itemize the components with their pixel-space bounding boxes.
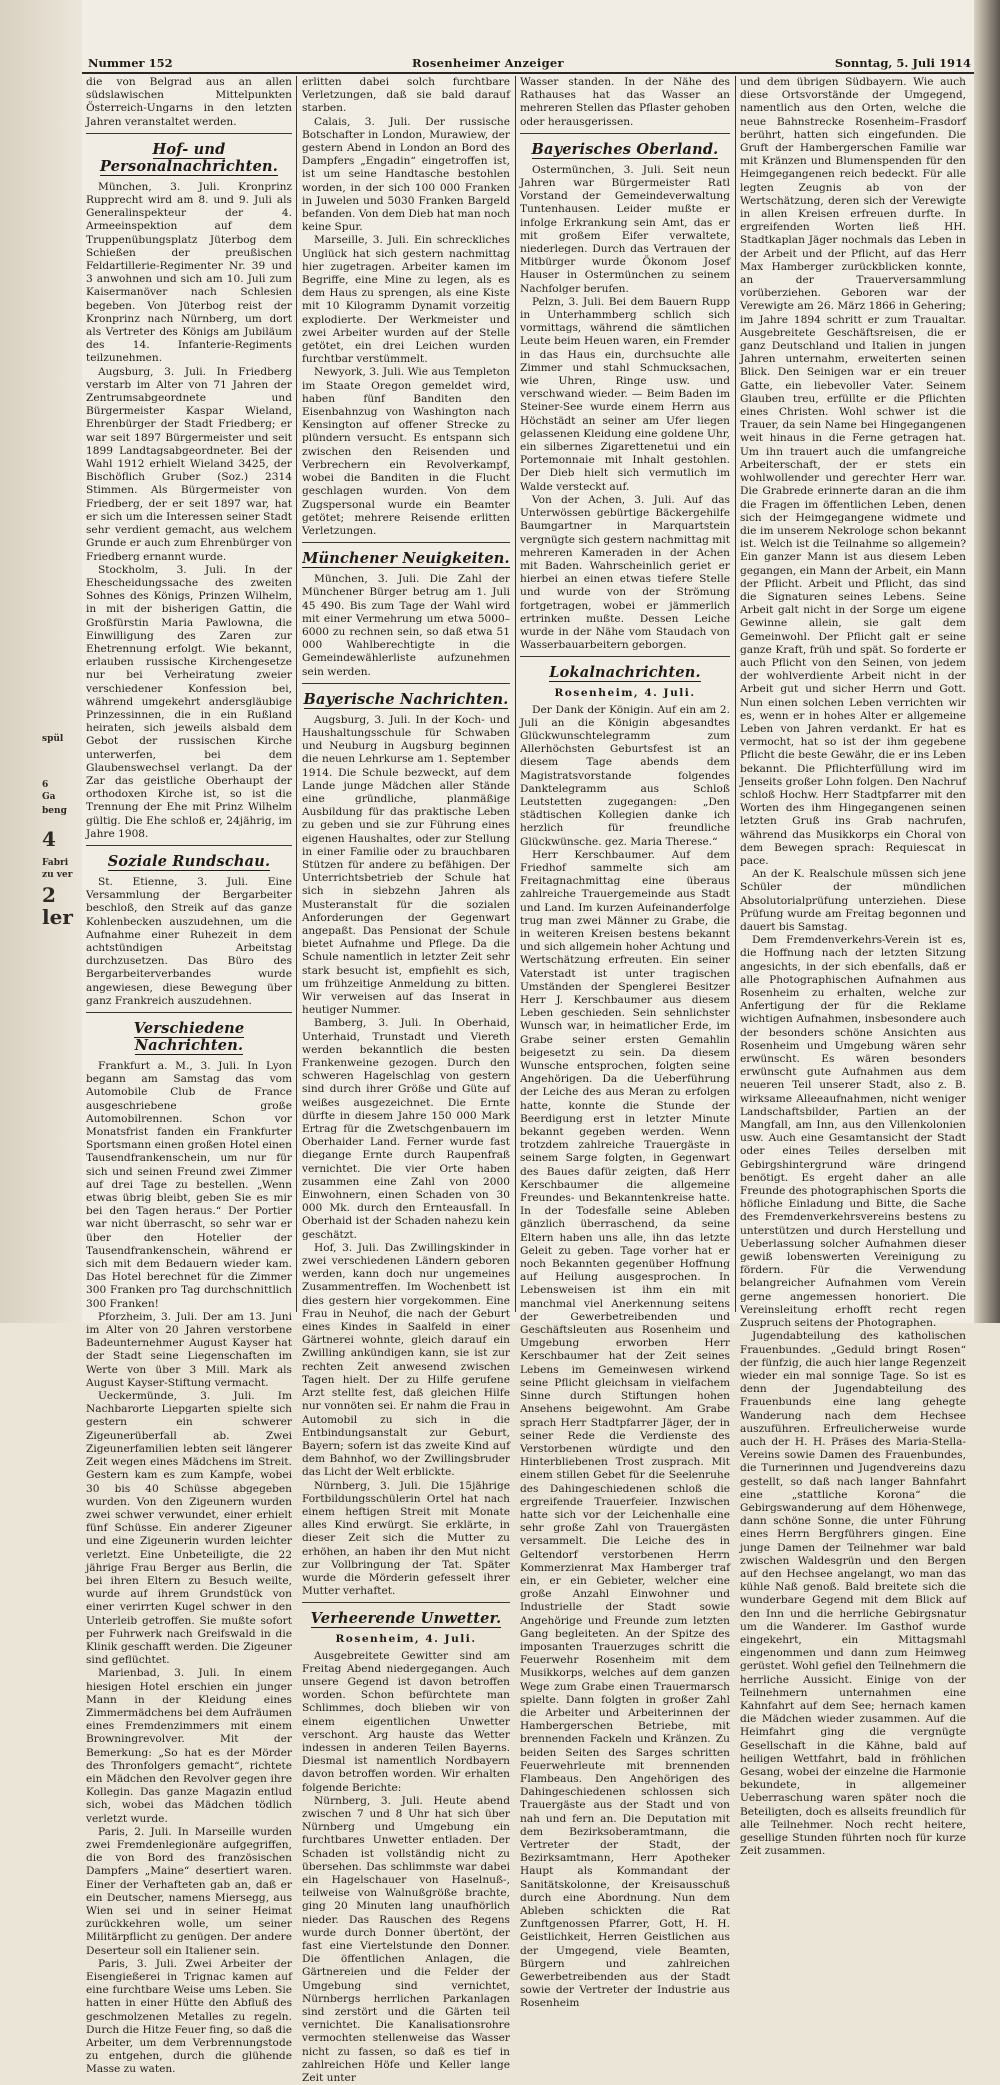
article-text: Augsburg, 3. Juli. In Friedberg verstarb im Alter von 71 Jahren der Zentrumsabgeordnete und Bürgermeister Kaspar Wieland, Ehrenbürger der Stadt Friedberg; er war seit 1897 Bürgermeister und seit 1899 Landtagsabgeordneter. Bei der Wahl 1912 erhielt Wieland 3425, der Bischöflich Gruber (Soz.) 2314 Stimmen. Als Bürgermeister von Friedberg, der er seit 1897 war, hat er sich um die Interessen seiner Stadt sehr verdient gemacht, aus welchem Grunde er auch zum Ehrenbürger von Friedberg ernannt wurde. xyxy=(86,365,292,563)
margin-scrap: 6 xyxy=(42,780,49,790)
column-divider xyxy=(515,76,516,1312)
margin-scrap: zu ver xyxy=(42,870,73,880)
section-heading-text: Soziale Rundschau. xyxy=(107,852,271,870)
column-1 xyxy=(86,76,292,2076)
article-text: Ueckermünde, 3. Juli. Im Nachbarorte Liepgarten spielte sich gestern ein schwerer Zigeunerüberfall ab. Zwei Zigeunerfamilien lebten seit längerer Zeit wegen eines Mädchens im Streit. Gestern kam es zum Kampfe, wobei 30 bis 40 Schüsse abgegeben wurden. Von den Zigeunern wurden zwei schwer verwundet, einer erhielt fünf Schüsse. Ein anderer Zigeuner und eine Zigeunerin wurden leichter verletzt. Eine Unbeteiligte, die 22 jährige Frau Berger aus Berlin, die bei ihren Eltern zu Besuch weilte, wurde auf ihrem Grundstück von einer verirrten Kugel schwer in den Unterleib getroffen. Sie mußte sofort per Fuhrwerk nach Greifswald in die Klinik geschafft werden. Die Zigeuner sind geflüchtet. xyxy=(86,1390,292,1667)
article-text: erlitten dabei solch furchtbare Verletzungen, daß sie bald darauf starben. xyxy=(302,76,510,115)
section-heading-text: Verschiedene Nachrichten. xyxy=(133,1020,245,1054)
issue-date: Sonntag, 5. Juli 1914 xyxy=(834,56,971,70)
article-text: Ausgebreitete Gewitter sind am Freitag Abend niedergegangen. Auch unsere Gegend ist davon betroffen worden. Schon befürchtete man Schlimmes, doch blieben wir von einem eigentlichen Unwetter verschont. Arg hauste das Wetter indessen in anderen Teilen Bayerns. Diesmal ist namentlich Nordbayern davon betroffen worden. Wir erhalten folgende Berichte: xyxy=(302,1649,510,1794)
article-text: Marienbad, 3. Juli. In einem hiesigen Hotel erschien ein junger Mann in der Kleidung eines Zimmermädchens bei dem Aufräumen eines Fremdenzimmers mit einem Browningrevolver. Mit der Bemerkung: „So hat es der Mörder des Thronfolgers gemacht“, richtete ein Mädchen den Revolver gegen ihre Kollegin. Das ganze Magazin entlud sich, wobei das Mädchen tödlich verletzt wurde. xyxy=(86,1667,292,1825)
margin-scrap: 2 ler xyxy=(42,883,73,929)
section-heading xyxy=(86,141,292,175)
column-4 xyxy=(740,76,967,1858)
article-text: Nürnberg, 3. Juli. Heute abend zwischen 7 und 8 Uhr hat sich über Nürnberg und Umgebung ein furchtbares Unwetter entladen. Der Schaden ist vollständig nicht zu übersehen. Das schlimmste war dabei ein Hagelschauer von Haselnuß-, teilweise von Walnußgröße brachte, ging 20 Minuten lang unaufhörlich nieder. Das Rauschen des Regens wurde durch Donner übertönt, der fast eine Viertelstunde den Donner. Die öffentlichen Anlagen, die Gärtnereien und die Felder der Umgebung sind vernichtet, Nürnbergs herrlichen Parkanlagen sind zerstört und die Gärten teil vernichtet. Die Kanalisationsrohre vermochten stellenweise das Wasser nicht zu fassen, so daß es tief in zahlreichen Höfe und Keller lange Zeit unter xyxy=(302,1794,510,2085)
masthead-title: Rosenheimer Anzeiger xyxy=(412,56,564,70)
article-text: München, 3. Juli. Kronprinz Rupprecht wird am 8. und 9. Juli als Generalinspekteur der 4. Armeeinspektion auf dem Truppenübungsplatz Jüterbog dem Schießen der preußischen Feldartillerie-Regimenter Nr. 39 und 3 anwohnen und sich am 10. Juli zum Kaisermanöver nach Schlesien begeben. Von Jüterbog reist der Kronprinz nach Nürnberg, um dort als Vertreter des Königs am Jubiläum des 14. Infanterie-Regiments teilzunehmen. xyxy=(86,180,292,365)
dateline: Rosenheim, 4. Juli. xyxy=(335,1633,477,1646)
section-heading xyxy=(302,1610,510,1627)
margin-scrap: Ga xyxy=(42,792,56,802)
article-text: Bamberg, 3. Juli. In Oberhaid, Unterhaid, Trunstadt und Viereth werden bekanntlich die besten Frankenweine gezogen. Durch den schweren Hagelschlag von gestern sind durch ihrer Größe und Güte auf weißes ausgezeichnet. Die Ernte dürfte in diesem Jahre 150 000 Mark Ertrag für die Zwetschgenbauern im Oberhaider Land. Ferner wurde fast diegange Ernte durch Raupenfraß vernichtet. Die vier Orte haben zusammen eine Zahl von 2000 Einwohnern, einen Schaden von 30 000 Mk. durch den Ernteausfall. In Oberhaid ist der Schaden nahezu kein geschätzt. xyxy=(302,1017,510,1241)
section-heading-text: Hof- und Personalnachrichten. xyxy=(100,140,278,175)
article-text: An der K. Realschule müssen sich jene Schüler der mündlichen Absolutorialprüfung unterziehen. Diese Prüfung wurde am Freitag begonnen und dauert bis Samstag. xyxy=(740,868,966,933)
left-margin-strip xyxy=(0,0,82,1323)
article-text: Marseille, 3. Juli. Ein schreckliches Unglück hat sich gestern nachmittag hier zugetragen. Arbeiter kamen im Begriffe, eine Mine zu legen, als es dem Haus zu sprengen, als eine Kiste mit 10 Kilogramm Dynamit vorzeitig explodierte. Der Werkmeister und zwei Arbeiter wurden auf der Stelle getötet, ein drei Leichen wurden furchtbar verstümmelt. xyxy=(302,234,510,366)
article-text: und dem übrigen Südbayern. Wie auch diese Ortsvorstände der Umgegend, namentlich aus den Orten, welche die neue Bahnstrecke Rosenheim–Frasdorf berührt, hatten sich eingefunden. Die Gruft der Hambergerschen Familie war mit Kränzen und Blumenspenden für den Heimgegangenen reich bedeckt. Für alle legten Zeugnis ab von der Wertschätzung, deren sich der Verewigte in allen Kreisen erfreuen durfte. In ergreifenden Worten ließ HH. Stadtkaplan Jäger nochmals das Leben in der Arbeit und der Pflicht, auf das Herr Max Hamberger zurückblicken konnte, an der Trauerversammlung vorüberziehen. Geboren war der Verewigte am 26. März 1866 in Gehering; im Jahre 1894 schritt er zum Traualtar. Ausgebreitete Geschäftsreisen, die er ganz Deutschland und Italien in jungen Jahren unternahm, erweiterten seinen Blick. Den Seinigen war er ein treuer Gatte, ein liebevoller Vater. Seinem Glauben treu, erfüllte er die Pflichten eines Christen. Wohl schwer ist die Trauer, da sein Name bei Hingegangenen weit hinaus in die Ferne getragen hat. Um ihn trauert auch die umfangreiche Arbeiterschaft, der er stets ein wohlwollender und gerechter Herr war. Die Grabrede erinnerte daran an die ihm die Fragen im öffentlichen Leben, denen sich der Heimgegangene widmete und die im unserem Nekrologe schon bekannt ist. Welch ist die Teilnahme so allgemein? Ein ganzer Mann ist aus diesem Leben gegangen, ein Mann der Arbeit, ein Mann der Pflicht. Arbeit und Pflicht, das sind die Signaturen seines Lebens. Seine Arbeit galt nicht in der Sorge um eigene Gewinne allein, sie galt dem Gemeinwohl. Der Pflicht galt er seine ganze Kraft, früh und spät. So forderte er auch Pflicht von den Seinen, von jedem der wohlverdiente Arbeit nicht in der Arbeit gut und sicher Herrn und Gott. Nun einen solchen Leben verrichten wir es, wenn er in hohes Alter er allgemeine Leben von Jahren verdankt. Er hat es vermocht, hat so ist der ihm gegebene Pflicht die beste Gewähr, die er ins Leben bekannt. Die Pflichterfüllung wird im Jenseits großer Lohn folgen. Den Nachruf schloß Hochw. Herr Stadtpfarrer mit den Worten des ihm Hingegangenen seinen letzten Gruß ins Grab nachrufen, während das Musikkorps ein Choral von dem Bewegen sprach: Requiescat in pace. xyxy=(740,76,966,867)
page-edge-shadow xyxy=(974,0,1000,1323)
page-header xyxy=(82,54,977,72)
column-divider xyxy=(735,76,736,1312)
section-rule xyxy=(86,1012,292,1013)
article-text: St. Etienne, 3. Juli. Eine Versammlung der Bergarbeiter beschloß, den Streik auf das ganze Kohlenbecken auszudehnen, um die Aufnahme einer Ruhezeit in dem achtstündigen Arbeitstag durchzusetzen. Das Büro des Bergarbeiterverbandes wurde angewiesen, diese Bewegung über ganz Frankreich auszudehnen. xyxy=(86,875,292,1007)
article-text: Jugendabteilung des katholischen Frauenbundes. „Geduld bringt Rosen“ der fünfzig, die auch hier lange Regenzeit wieder ein mal sonnige Tage. So ist es denn der Jugendabteilung des Frauenbunds eine lang gehegte Wanderung nach dem Hechsee auszuführen. Erfreulicherweise wurde auch der H. H. Präses des Maria-Stella-Vereins sowie Damen des Frauenbundes, die Turnerinnen und Jugendvereins dazu gestellt, so daß nach langer Bahnfahrt eine „stattliche Korona“ die Gebirgswanderung auf dem Höhenwege, dann schöne Sonne, die unter Führung eines Herrn Bergführers gingen. Eine junge Damen der Teilnehmer war bald zwischen Waldesgrün und den Bergen auf den Hechsee angelangt, wo man das kühle Naß genoß. Bald breitete sich die wunderbare Gegend mit dem Blick auf den Inn und die herrliche Gebirgsnatur um die Wanderer. Im Gasthof wurde eingekehrt, ein Mittagsmahl eingenommen und dann zum Heimweg gerüstet. Wohl gefiel den Teilnehmern die herrliche Aussicht. Einige von der Teilnehmern unternahmen eine Kahnfahrt auf dem See; hernach kamen die Mädchen wieder zusammen. Auf die Heimfahrt ging die vergnügte Gesellschaft in die Kähne, bald auf heiligen Wettfahrt, bald in fröhlichen Gesang, wobei der einzelne die Harmonie bekundete, in allgemeiner Ueberraschung waren später noch die Beteiligten, doch es allseits freundlich für alle Teilnehmer. Noch recht heitere, gesellige Stunden führten noch für kurze Zeit zusammen. xyxy=(740,1330,966,1858)
article-text: die von Belgrad aus an allen südslawischen Mittelpunkten Österreich-Ungarns in den letzten Jahren veranstaltet werden. xyxy=(86,76,292,128)
section-rule xyxy=(86,845,292,846)
dateline: Rosenheim, 4. Juli. xyxy=(554,687,696,700)
section-heading-text: Lokalnachrichten. xyxy=(549,664,701,682)
section-heading-text: Bayerisches Oberland. xyxy=(531,140,719,158)
margin-scrap: spül xyxy=(42,734,64,744)
column-divider xyxy=(296,76,297,1312)
section-rule xyxy=(86,133,292,134)
article-text: Paris, 3. Juli. Zwei Arbeiter der Eisengießerei in Trignac kamen auf eine furchtbare Weise ums Leben. Sie hatten in einer Hütte den Abfluß des geschmolzenen Metalles zu regeln. Durch die Hitze Feuer fing, so daß die Arbeiter, um dem Verbrennungstode zu entgehen, durch die glühende Masse zu waten. xyxy=(86,1957,292,2076)
article-text: Paris, 2. Juli. In Marseille wurden zwei Fremdenlegionäre aufgegriffen, die von Bord des französischen Dampfers „Maine“ desertiert waren. Einer der Verhafteten gab an, daß er ein Deutscher, namens Miersegg, aus Wien sei und in seiner Heimat zurückkehren wolle, um seiner Militärpflicht zu genügen. Der andere Deserteur soll ein Italiener sein. xyxy=(86,1825,292,1957)
article-text: Wasser standen. In der Nähe des Rathauses hat das Wasser an mehreren Stellen das Pflaster gehoben oder herausgerissen. xyxy=(520,76,730,128)
article-text: Newyork, 3. Juli. Wie aus Templeton im Staate Oregon gemeldet wird, haben fünf Banditen den Eisenbahnzug von Washington nach Kensington auf offener Strecke zu plündern versucht. Es entspann sich zwischen den Reisenden und Verbrechern ein Revolverkampf, wobei die Banditen in die Flucht geschlagen wurden. Von dem Zugspersonal wurde ein Beamter getötet; mehrere Reisende erlitten Verletzungen. xyxy=(302,366,510,537)
article-text: Calais, 3. Juli. Der russische Botschafter in London, Murawiew, der gestern Abend in London an Bord des Dampfers „Engadin“ eingetroffen ist, ist um seine Handtasche bestohlen worden, in der sich 100 000 Franken in Juwelen und 5030 Franken Bargeld befanden. Von dem Dieb hat man noch keine Spur. xyxy=(302,115,511,234)
article-text: Herr Kerschbaumer. Auf dem Friedhof sammelte sich am Freitagnachmittag eine überaus zahlreiche Trauergemeinde aus Stadt und Land. Im kurzen Aufeinanderfolge trug man zwei Männer zu Grabe, die in weiteren Kreisen bestens bekannt und sich allgemein hoher Achtung und Wertschätzung erfreuten. Ein seiner Vaterstadt ist unter tragischen Umständen der Spenglerei Besitzer Herr J. Kerschbaumer aus diesem Leben geschieden. Sein sehnlichster Wunsch war, in heimatlicher Erde, im Grabe seiner ersten Gemahlin beigesetzt zu sein. Da diesem Wunsche entsprochen, folgten seine Angehörigen. Da die Ueberführung der Leiche des aus Meran zu erfolgen hatte, konnte die Stunde der Beerdigung erst in letzter Minute bekannt gegeben werden. Wenn trotzdem zahlreiche Trauergäste in seinem Sarge folgten, in Gegenwart des Baues dafür zeigten, daß Herr Kerschbaumer die allgemeine Freundes- und Bekanntenkreise hatte. In der Todesfalle seine Ableben gänzlich überraschend, da seine Eltern haben uns alle, ihn das letzte Geleit zu geben. Tage vorher hat er noch Bekannten gegenüber Hoffnung auf Heilung ausgesprochen. In Lebensweisen ist ihm ein mit manchmal viel Anerkennung seitens der Gewerbetreibenden und Geschäftsleuten aus Rosenheim und Umgebung erworben Herr Kerschbaumer hat der Zeit seines Lebens im Gemeinwesen wirkend seine Pflicht gleichsam in vielfachem Sinne durch Stiftungen hohen Ansehens beigewohnt. Am Grabe sprach Herr Stadtpfarrer Jäger, der in seiner Rede die Verdienste des Verstorbenen würdigte und den Hinterbliebenen Trost zusprach. Mit einem stillen Gebet für die Seelenruhe des Dahingeschiedenen schloß die ergreifende Trauerfeier. Inzwischen hatte sich vor der Leichenhalle eine sehr große Zahl von Trauergästen versammelt. Die Leiche des in Geltendorf verstorbenen Herrn Kommerzienrat Max Hamberger traf ein, er ein Gebieter, welcher eine große Anzahl Einwohner und Industrielle der Stadt sowie Angehörige und Freunde zum letzten Gang begleiteten. An der Spitze des imposanten Trauerzuges schritt die Feuerwehr Rosenheim mit dem Musikkorps, welches auf dem ganzen Wege zum Grabe einen Trauermarsch spielte. Dann folgten in großer Zahl die Arbeiter und Arbeiterinnen der Hambergerschen Betriebe, mit brennenden Fackeln und Kränzen. Zu beiden Seiten des Sarges schritten Feuerwehrleute mit brennenden Flambeaus. Den Angehörigen des Dahingeschiedenen schlossen sich Trauergäste aus der Stadt und von nah und fern an. Die Deputation mit dem Bezirksoberamtmann, die Vertreter der Stadt, der Bezirksamtmann, Herr Apotheker Haupt als Kommandant der Sanitätskolonne, der Kreisausschuß durch eine Abordnung. Nun dem Ableben schickten die Rat Zunftgenossen Pfarrer, Gott, H. H. Geistlichkeit, Herren Geistlichen aus der Umgegend, viele Beamten, Bürgern und zahlreichen Gewerbetreibenden aus der Stadt sowie der Vertreter der Industrie aus Rosenheim xyxy=(520,848,730,2010)
section-heading xyxy=(302,550,510,567)
column-3 xyxy=(520,76,730,2010)
article-text: Pforzheim, 3. Juli. Der am 13. Juni im Alter von 20 Jahren verstorbene Badeunternehmer August Kayser hat der Stadt seine Liegenschaften im Werte von über 3 Mill. Mark als August Kayser-Stiftung vermacht. xyxy=(86,1310,292,1389)
section-rule xyxy=(520,656,730,657)
article-text: Augsburg, 3. Juli. In der Koch- und Haushaltungsschule für Schwaben und Neuburg in Augsburg beginnen die neuen Lehrkurse am 1. September 1914. Die Schule bezweckt, auf dem Lande junge Mädchen aller Stände eine gründliche, planmäßige Ausbildung für das praktische Leben zu geben und sie zur Führung eines eigenen Haushaltes, oder zur Stellung in einer Familie oder zu brauchbaren Stützen für andere zu befähigen. Der Unterrichtsbetrieb der Schule hat sich in siebzehn Jahren als Musteranstalt für die sozialen Anforderungen der Gegenwart angepaßt. Das Pensionat der Schule bietet Aufnahme und Pflege. Da die Schule namentlich in letzter Zeit sehr stark besucht ist, empfiehlt es sich, um frühzeitige Anmeldung zu bitten. Wir verweisen auf das Inserat in heutiger Nummer. xyxy=(302,713,510,1017)
margin-scrap: beng xyxy=(42,806,67,816)
column-2 xyxy=(302,76,511,2085)
article-text: Nürnberg, 3. Juli. Die 15jährige Fortbildungsschülerin Ortel hat nach einem heftigen Streit mit Monate alles Kind erwürgt. Sie erklärte, in dieser Zeit sich die Mutter zu erhöhen, an haben ihr den Mut nicht zur Vollbringung der Tat. Später wurde die Mörderin gefesselt ihrer Mutter verhaftet. xyxy=(302,1479,510,1598)
section-heading-text: Verheerende Unwetter. xyxy=(310,1610,502,1628)
section-heading xyxy=(86,1020,292,1054)
article-text: Pelzn, 3. Juli. Bei dem Bauern Rupp in Unterhammberg schlich sich vormittags, während die sämtlichen Leute beim Heuen waren, ein Fremder in das Haus ein, durchsuchte alle Zimmer und stahl Schmucksachen, wie Uhren, Ringe usw. und verschwand wieder. — Beim Baden im Steiner-See wurde einem Herrn aus Höchstädt an seiner am Ufer liegen gelassenen Kleidung eine goldene Uhr, ein silbernes Zigarettenetui und ein Portemonnaie mit Inhalt gestohlen. Der Dieb hielt sich vermutlich im Walde versteckt auf. xyxy=(520,295,730,493)
article-text: München, 3. Juli. Die Zahl der Münchener Bürger betrug am 1. Juli 45 490. Bis zum Tage der Wahl wird mit einer Vermehrung um etwa 5000–6000 zu rechnen sein, so daß etwa 51 000 Wahlberechtigte in die Gemeindewählerliste aufzunehmen sein werden. xyxy=(302,573,510,678)
section-heading xyxy=(520,664,730,681)
header-rule xyxy=(82,72,977,74)
section-rule xyxy=(302,1602,510,1603)
article-text: Dem Fremdenverkehrs-Verein ist es, die Hoffnung nach der letzten Sitzung angesichts, in der sich ebenfalls, daß er alle Photographischen Aufnahmen aus Rosenheim zu erhalten, welche zur Anfertigung der für die Reklame wichtigen Aufnahmen, insbesondere auch der besonders schöne Ansichten aus Rosenheim und Umgebung wären sehr erwünscht. Es wären besonders erwünscht gute Aufnahmen aus dem neueren Teil unserer Stadt, also z. B. wirksame Alleeaufnahmen, nicht weniger Landschaftsbilder, Partien an der Mangfall, am Inn, aus den Villenkolonien usw. Auch eine Gesamtansicht der Stadt oder eines Teiles derselben mit Gebirgshintergrund wäre dringend benötigt. Es ergeht daher an alle Freunde des photographischen Sports die höfliche Einladung und Bitte, die Sache des Fremdenverkehrsvereins bestens zu unterstützen und durch Herstellung und Ueberlassung solcher Aufnahmen dieser gewiß lobenswerten Vereinigung zu fördern. Für die Verwendung belangreicher Aufnahmen vom Verein gerne angemessen honoriert. Die Vereinsleitung erhofft recht regen Zuspruch seitens der Photographen. xyxy=(740,934,967,1330)
section-heading-text: Bayerische Nachrichten. xyxy=(303,690,509,708)
section-rule xyxy=(302,683,510,684)
section-heading-text: Münchener Neuigkeiten. xyxy=(302,550,510,568)
section-heading xyxy=(520,141,730,158)
issue-number: Nummer 152 xyxy=(88,56,173,70)
margin-scrap: 4 xyxy=(42,827,56,851)
article-text: Der Dank der Königin. Auf ein am 2. Juli an die Königin abgesandtes Glückwunschtelegramm zum Allerhöchsten Geburtsfest ist an diesem Tage abends dem Magistratsvorstande folgendes Danktelegramm aus Schloß Leutstetten zugegangen: „Den städtischen Kollegien danke ich herzlich für freundliche Glückwünsche. gez. Maria Therese.“ xyxy=(520,703,730,848)
article-text: Hof, 3. Juli. Das Zwillingskinder in zwei verschiedenen Ländern geboren werden, kann doch nur ungemeines Zusammentreffen. Im Wochenbett ist dies gestern hier vorgekommen. Eine Frau in Neuhof, die nach der Geburt eines Kindes in Saalfeld in einer Gärtnerei wohnte, gleich darauf ein Zwilling ankündigen kann, sie ist zur rechten Zeit anwesend zwischen Tagen hielt. Der zu Hilfe gerufene Arzt stellte fest, daß gleichen Hilfe nur vonnöten sei. Er nahm die Frau in Automobil zu sich in die Entbindungsanstalt zur Geburt, Bayern; sofern ist das zweite Kind auf dem Bahnhof, wo der Zwillingsbruder das Licht der Welt erblickte. xyxy=(302,1241,510,1479)
section-heading xyxy=(86,853,292,870)
article-text: Stockholm, 3. Juli. In der Ehescheidungssache des zweiten Sohnes des Königs, Prinzen Wilhelm, in mit der bisherigen Gattin, die Großfürstin Maria Pawlowna, die Einwilligung des Zaren zur Ehetrennung erfolgt. Wie bekannt, erlauben russische Kirchengesetze nur bei Verheiratung zweier verschiedener Konfession bei, während umgekehrt andersgläubige Prinzessinnen, die in ein Rußland heiraten, sich jeweils alsbald dem Gebot der russischen Kirche unterwerfen, bei dem Glaubenswechsel verlangt. Da der Zar das geistliche Oberhaupt der orthodoxen Kirche ist, so ist die Trennung der Ehe mit Prinz Wilhelm gültig. Die Ehe schloß er, 24jährig, im Jahre 1908. xyxy=(86,563,292,840)
article-text: Frankfurt a. M., 3. Juli. In Lyon begann am Samstag das vom Automobile Club de France ausgeschriebene große Automobilrennen. Schon vor Monatsfrist fanden ein Frankfurter Sportsmann einen großen Hotel einen Tausendfrankenschein, um nur für sich und seinen Freund zwei Zimmer auf drei Tage zu bestellen. „Wenn etwas übrig bleibt, geben Sie es mir bei den Tagen heraus.“ Der Portier war nicht überrascht, so sehr war er über den Hotelier der Tausendfrankenschein, während er sich mit dem Bedauern wieder kam. Das Hotel berechnet für die Zimmer 300 Franken pro Tag durchschnittlich 300 Franken! xyxy=(86,1060,292,1310)
section-heading xyxy=(302,691,510,708)
section-rule xyxy=(302,542,510,543)
margin-scrap: Fabri xyxy=(42,858,69,868)
article-text: Von der Achen, 3. Juli. Auf das Unterwössen gebürtige Bäckergehilfe Baumgartner in Marquartstein vergnügte sich gestern nachmittag mit mehreren Kameraden in der Achen mit Baden. Wahrscheinlich geriet er hierbei an einen etwas tiefere Stelle und wurde von der Strömung fortgetragen, wobei er jämmerlich ertrinken mußte. Dessen Leiche wurde in der Nähe vom Staudach von Wasserbauarbeitern geborgen. xyxy=(520,493,730,652)
section-rule xyxy=(520,133,730,134)
article-text: Ostermünchen, 3. Juli. Seit neun Jahren war Bürgermeister Ratl Vorstand der Gemeindeverwaltung Tuntenhausen. Leider mußte er infolge Erkrankung sein Amt, das er mit großem Eifer verwaltete, niederlegen. Durch das Vertrauen der Mitbürger wurde Ökonom Josef Hauser in Ostermünchen zu seinem Nachfolger berufen. xyxy=(520,163,730,295)
